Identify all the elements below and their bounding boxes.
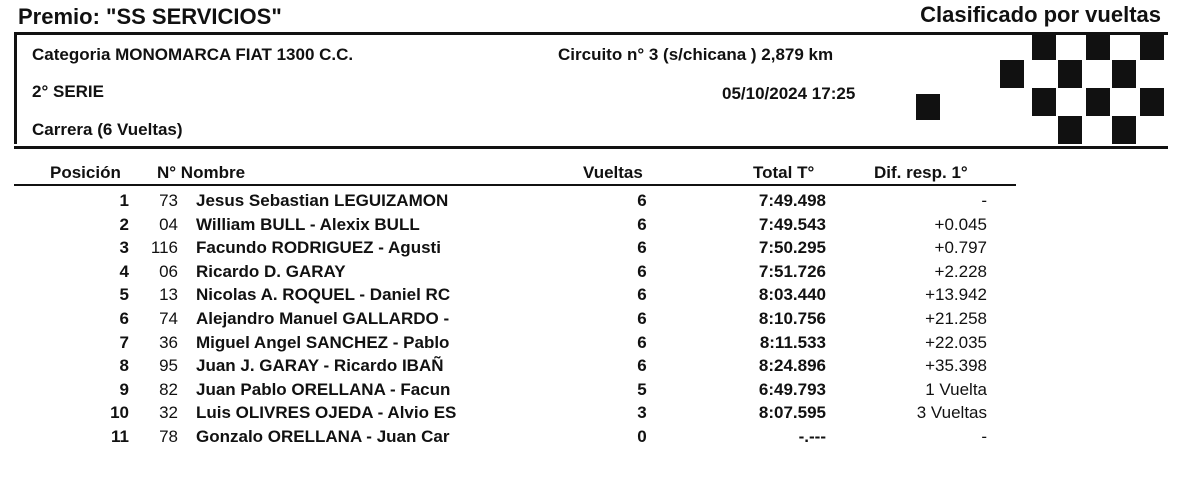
carrera-label: Carrera (6 Vueltas) (32, 120, 183, 139)
total-time-cell: 8:10.756 (758, 309, 826, 328)
position-cell: 5 (119, 285, 129, 305)
total-time-cell: 6:49.793 (758, 379, 826, 399)
difference-cell: +13.942 (925, 285, 987, 305)
difference-cell: - (981, 427, 987, 446)
car-number-cell: 74 (159, 309, 178, 328)
difference-cell: - (981, 191, 987, 210)
difference-cell: +21.258 (925, 309, 987, 328)
position-cell: 9 (119, 379, 129, 399)
fecha-label: 05/10/2024 17:25 (722, 84, 856, 103)
col-total: Total T° (753, 163, 815, 182)
driver-name-cell: Luis OLIVRES OJEDA - Alvio ES (196, 403, 457, 423)
position-cell: 2 (119, 214, 129, 234)
table-row (0, 403, 1179, 425)
table-row (0, 380, 1179, 402)
left-rule (14, 32, 17, 144)
position-cell: 1 (119, 191, 129, 210)
position-cell: 4 (119, 261, 129, 281)
car-number-cell: 36 (159, 332, 178, 352)
header-bottom-rule (14, 146, 1168, 149)
total-time-cell: 8:11.533 (759, 332, 826, 352)
driver-name-cell: Gonzalo ORELLANA - Juan Car (196, 427, 450, 446)
laps-cell: 6 (637, 238, 647, 258)
laps-cell: 6 (637, 191, 647, 210)
table-row (0, 309, 1179, 331)
position-cell: 6 (119, 309, 129, 328)
difference-cell: +0.797 (934, 238, 987, 258)
driver-name-cell: Facundo RODRIGUEZ - Agusti (196, 238, 441, 258)
laps-cell: 6 (637, 214, 647, 234)
flag-square (916, 94, 940, 120)
car-number-cell: 13 (159, 285, 178, 305)
table-row (0, 262, 1179, 284)
laps-cell: 0 (637, 427, 647, 446)
laps-cell: 6 (637, 309, 647, 328)
total-time-cell: 7:49.498 (758, 191, 826, 210)
laps-cell: 6 (637, 356, 647, 376)
col-nombre: N° Nombre (157, 163, 246, 182)
laps-cell: 6 (637, 285, 647, 305)
serie-label: 2° SERIE (32, 82, 104, 101)
table-row (0, 238, 1179, 260)
total-time-cell: 8:07.595 (758, 403, 826, 423)
driver-name-cell: Juan J. GARAY - Ricardo IBAÑ (196, 356, 444, 376)
car-number-cell: 06 (159, 261, 178, 281)
laps-cell: 6 (637, 332, 647, 352)
position-cell: 10 (110, 403, 129, 423)
car-number-cell: 116 (150, 238, 178, 258)
driver-name-cell: Alejandro Manuel GALLARDO - (196, 309, 450, 328)
car-number-cell: 73 (159, 191, 178, 210)
driver-name-cell: Jesus Sebastian LEGUIZAMON (196, 191, 449, 210)
driver-name-cell: Ricardo D. GARAY (196, 261, 346, 281)
total-time-cell: 8:24.896 (758, 356, 826, 376)
table-row (0, 427, 1179, 449)
car-number-cell: 32 (159, 403, 178, 423)
total-time-cell: 7:49.543 (758, 214, 826, 234)
car-number-cell: 95 (159, 356, 178, 376)
categoria-label: Categoria MONOMARCA FIAT 1300 C.C. (32, 45, 354, 64)
car-number-cell: 82 (159, 379, 178, 399)
laps-cell: 3 (637, 403, 647, 423)
driver-name-cell: Juan Pablo ORELLANA - Facun (196, 379, 451, 399)
difference-cell: +35.398 (925, 356, 987, 376)
premio-title: Premio: "SS SERVICIOS" (18, 4, 282, 29)
position-cell: 3 (119, 238, 129, 258)
laps-cell: 6 (637, 261, 647, 281)
total-time-cell: 7:51.726 (758, 261, 826, 281)
driver-name-cell: Nicolas A. ROQUEL - Daniel RC (196, 285, 451, 305)
classification-title: Clasificado por vueltas (920, 2, 1161, 27)
position-cell: 11 (111, 427, 129, 446)
total-time-cell: 7:50.295 (758, 238, 826, 258)
top-rule (14, 32, 1168, 35)
circuito-label: Circuito n° 3 (s/chicana ) 2,879 km (558, 45, 834, 64)
car-number-cell: 04 (159, 214, 178, 234)
table-row (0, 356, 1179, 378)
total-time-cell: -.--- (798, 427, 826, 446)
difference-cell: 1 Vuelta (925, 379, 987, 399)
difference-cell: +0.045 (934, 214, 987, 234)
checkered-flag-icon (1000, 32, 1168, 144)
difference-cell: 3 Vueltas (916, 403, 987, 423)
col-vueltas: Vueltas (583, 163, 643, 182)
position-cell: 8 (119, 356, 129, 376)
columns-rule (14, 184, 1016, 186)
table-row (0, 191, 1179, 213)
difference-cell: +2.228 (934, 261, 987, 281)
car-number-cell: 78 (159, 427, 178, 446)
difference-cell: +22.035 (925, 332, 987, 352)
driver-name-cell: William BULL - Alexix BULL (196, 214, 420, 234)
table-row (0, 285, 1179, 307)
laps-cell: 5 (637, 379, 647, 399)
col-dif: Dif. resp. 1° (874, 163, 968, 182)
col-posicion: Posición (50, 163, 121, 182)
driver-name-cell: Miguel Angel SANCHEZ - Pablo (196, 332, 450, 352)
table-row (0, 333, 1179, 355)
total-time-cell: 8:03.440 (758, 285, 826, 305)
position-cell: 7 (119, 332, 129, 352)
table-row (0, 215, 1179, 237)
